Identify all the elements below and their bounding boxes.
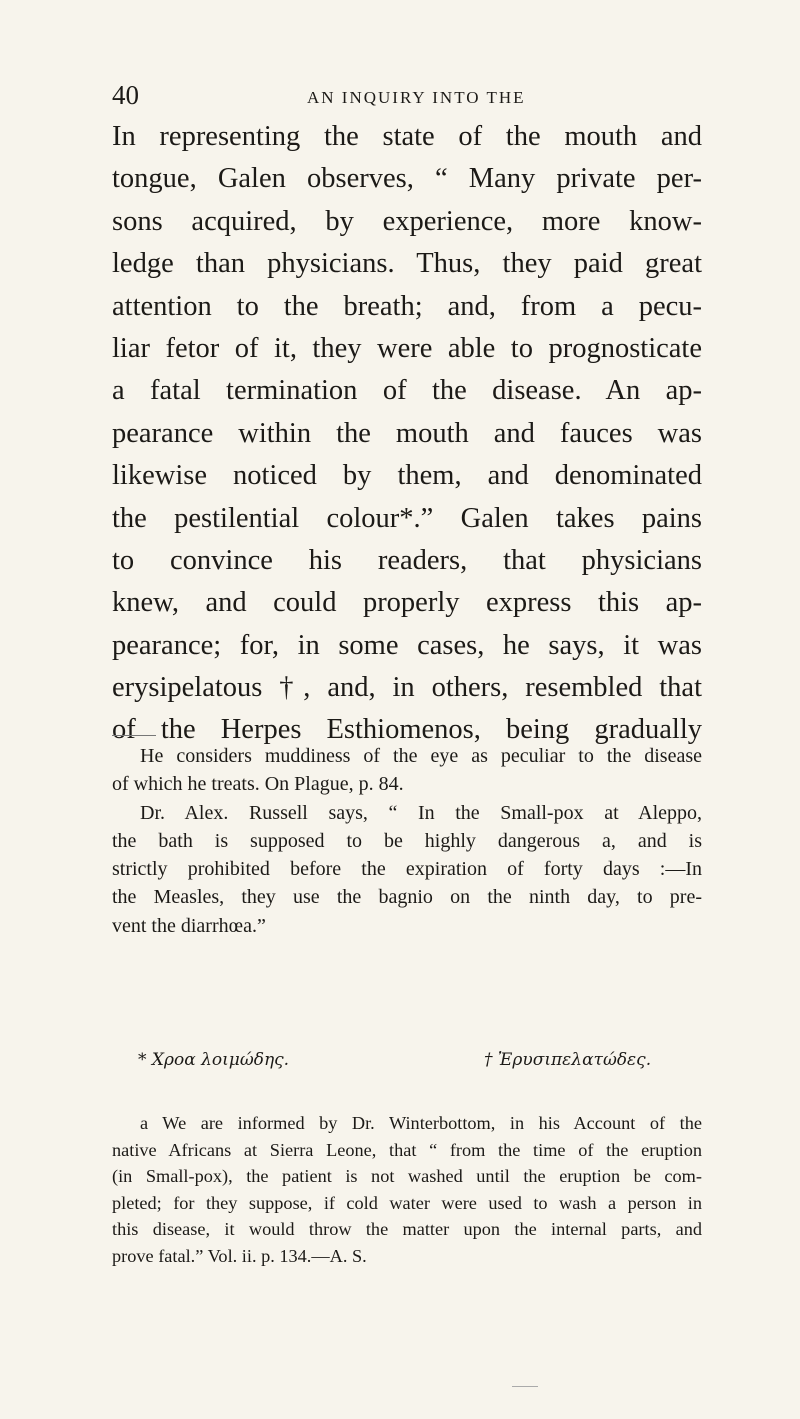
- body-line: likewise noticed by them, and denominated: [112, 460, 702, 492]
- greek-footnote-star: * Χροα λοιμώδης.: [138, 1050, 290, 1070]
- body-line: a fatal termination of the disease. An ap-: [112, 375, 702, 407]
- note-line: the Measles, they use the bagnio on the ninth day, to pre-: [112, 886, 702, 909]
- running-head: AN INQUIRY INTO THE: [307, 88, 526, 107]
- note-a-line: prove fatal.” Vol. ii. p. 134.—A. S.: [112, 1245, 367, 1266]
- greek-footnote-dagger: † Ἐρυσιπελατώδες.: [484, 1050, 652, 1070]
- body-line: liar fetor of it, they were able to prognosticate: [112, 332, 702, 364]
- greek-footnotes: [112, 1050, 702, 1080]
- footnote-block: [112, 742, 702, 940]
- body-line: ledge than physicians. Thus, they paid great: [112, 248, 702, 280]
- body-line: knew, and could properly express this ap-: [112, 587, 702, 619]
- note-line: vent the diarrhœa.”: [112, 914, 266, 937]
- note-a-line: a We are informed by Dr. Winterbottom, in his Account of the: [140, 1113, 702, 1133]
- footnote-a: [112, 1110, 702, 1269]
- body-line: sons acquired, by experience, more know-: [112, 205, 702, 237]
- body-line: erysipelatous †, and, in others, resembled that: [112, 672, 702, 704]
- note-line: strictly prohibited before the expiration of forty days :—In: [112, 858, 702, 881]
- body-line: pearance; for, in some cases, he says, it was: [112, 629, 702, 661]
- body-line: tongue, Galen observes, “ Many private per-: [112, 163, 702, 195]
- body-line: attention to the breath; and, from a pecu-: [112, 290, 702, 322]
- page-header: [112, 80, 697, 110]
- body-line: to convince his readers, that physicians: [112, 544, 702, 576]
- body-line: In representing the state of the mouth and: [112, 121, 702, 152]
- note-a-line: (in Small-pox), the patient is not washed until the eruption be com-: [112, 1166, 702, 1186]
- bottom-rule: [512, 1386, 538, 1387]
- note-a-line: native Africans at Sierra Leone, that “ from the time of the eruption: [112, 1139, 702, 1160]
- note-a-line: pleted; for they suppose, if cold water were used to wash a person in: [112, 1192, 702, 1213]
- note-line: Dr. Alex. Russell says, “ In the Small-pox at Aleppo,: [140, 801, 702, 824]
- body-line: of the Herpes Esthiomenos, being gradually: [112, 714, 702, 746]
- body-line: pearance within the mouth and fauces was: [112, 417, 702, 449]
- note-line: the bath is supposed to be highly dangerous a, and is: [112, 829, 702, 852]
- note-line: He considers muddiness of the eye as peculiar to the disease: [140, 745, 702, 767]
- page-number: 40: [112, 80, 139, 110]
- main-text: [112, 116, 702, 752]
- body-line: the pestilential colour*.” Galen takes pains: [112, 502, 702, 534]
- note-line: of which he treats. On Plague, p. 84.: [112, 773, 404, 796]
- footnote-divider: [112, 735, 156, 736]
- note-a-line: this disease, it would throw the matter upon the internal parts, and: [112, 1219, 702, 1239]
